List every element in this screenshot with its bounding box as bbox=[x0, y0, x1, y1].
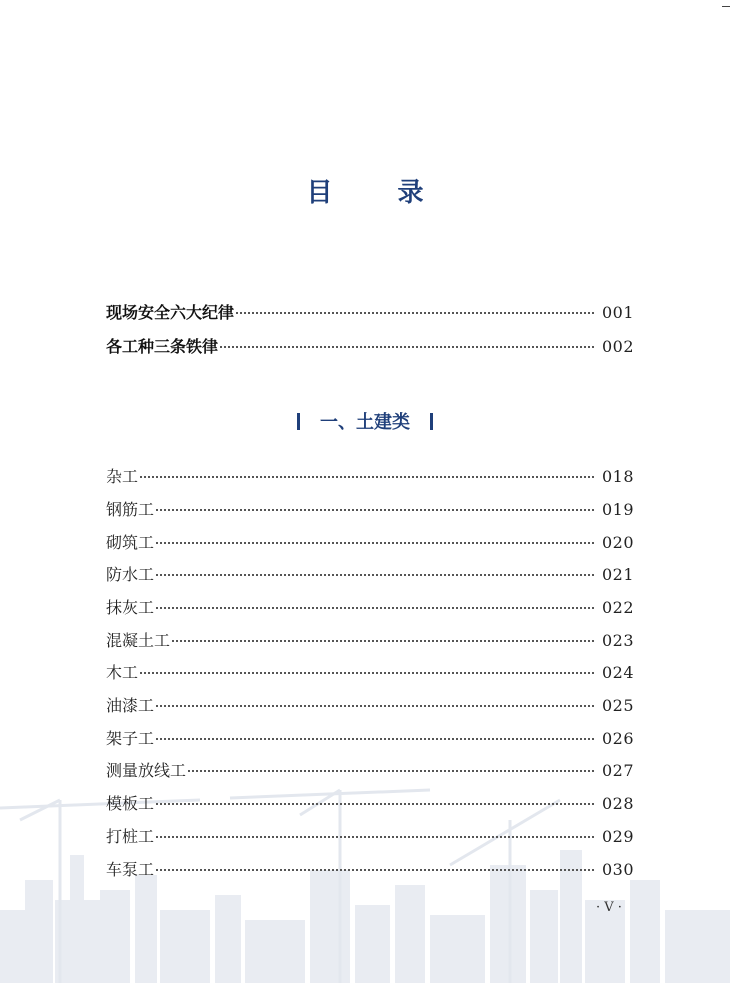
toc-entry[interactable] bbox=[106, 562, 634, 590]
toc-entry-label: 混凝土工 bbox=[106, 631, 171, 650]
page-title: 目 录 bbox=[306, 178, 452, 208]
toc-entry[interactable] bbox=[106, 726, 634, 754]
section-title: 一、土建类 bbox=[320, 412, 410, 433]
leader-dots bbox=[188, 770, 594, 772]
leader-dots bbox=[156, 705, 594, 707]
leader-dots bbox=[156, 836, 594, 838]
crop-mark-top-right bbox=[722, 6, 730, 7]
toc-entry[interactable] bbox=[106, 693, 634, 721]
toc-entry[interactable] bbox=[106, 530, 634, 558]
toc-entry[interactable] bbox=[106, 824, 634, 852]
section-heading bbox=[0, 408, 730, 434]
toc-entry[interactable] bbox=[106, 758, 634, 786]
toc-entry-page: 029 bbox=[601, 827, 634, 846]
toc-entry-page: 026 bbox=[601, 729, 634, 748]
page-number: · V · bbox=[596, 900, 622, 915]
toc-entry-page: 021 bbox=[601, 565, 634, 584]
toc-entry-page: 019 bbox=[601, 500, 634, 519]
leader-dots bbox=[156, 803, 594, 805]
toc-entry-page: 022 bbox=[601, 598, 634, 617]
toc-entry-page: 002 bbox=[601, 337, 634, 356]
toc-entry-label: 杂工 bbox=[106, 467, 139, 486]
toc-entry-page: 024 bbox=[601, 663, 634, 682]
toc-entry-label: 抹灰工 bbox=[106, 598, 155, 617]
section-bar-left bbox=[297, 413, 300, 430]
toc-entry-top-2[interactable] bbox=[106, 334, 634, 362]
toc-entry-top-1[interactable] bbox=[106, 300, 634, 328]
toc-entry-label: 测量放线工 bbox=[106, 761, 187, 780]
toc-entry-label: 车泵工 bbox=[106, 860, 155, 879]
toc-entry[interactable] bbox=[106, 595, 634, 623]
leader-dots bbox=[156, 738, 594, 740]
leader-dots bbox=[172, 640, 594, 642]
toc-entry-label: 木工 bbox=[106, 663, 139, 682]
leader-dots bbox=[156, 869, 594, 871]
leader-dots bbox=[156, 542, 594, 544]
leader-dots bbox=[156, 509, 594, 511]
toc-entry[interactable] bbox=[106, 660, 634, 688]
toc-entry-page: 027 bbox=[601, 761, 634, 780]
toc-entry[interactable] bbox=[106, 464, 634, 492]
toc-entry[interactable] bbox=[106, 857, 634, 885]
toc-entry-page: 020 bbox=[601, 533, 634, 552]
toc-entry[interactable] bbox=[106, 497, 634, 525]
section-bar-right bbox=[430, 413, 433, 430]
leader-dots bbox=[140, 476, 594, 478]
leader-dots bbox=[156, 574, 594, 576]
leader-dots bbox=[220, 346, 594, 348]
toc-entry[interactable] bbox=[106, 628, 634, 656]
toc-entry-label: 油漆工 bbox=[106, 696, 155, 715]
toc-entry-page: 001 bbox=[601, 303, 634, 322]
toc-entry-label: 防水工 bbox=[106, 565, 155, 584]
toc-entry[interactable] bbox=[106, 791, 634, 819]
toc-entry-label: 模板工 bbox=[106, 794, 155, 813]
toc-entry-page: 025 bbox=[601, 696, 634, 715]
toc-entry-page: 028 bbox=[601, 794, 634, 813]
leader-dots bbox=[140, 672, 594, 674]
toc-entry-label: 现场安全六大纪律 bbox=[106, 303, 235, 322]
leader-dots bbox=[156, 607, 594, 609]
toc-entry-label: 打桩工 bbox=[106, 827, 155, 846]
toc-entry-page: 023 bbox=[601, 631, 634, 650]
toc-entry-label: 架子工 bbox=[106, 729, 155, 748]
toc-entry-page: 030 bbox=[601, 860, 634, 879]
toc-entry-label: 砌筑工 bbox=[106, 533, 155, 552]
toc-entry-label: 各工种三条铁律 bbox=[106, 337, 219, 356]
toc-entry-label: 钢筋工 bbox=[106, 500, 155, 519]
toc-entry-page: 018 bbox=[601, 467, 634, 486]
leader-dots bbox=[236, 312, 594, 314]
